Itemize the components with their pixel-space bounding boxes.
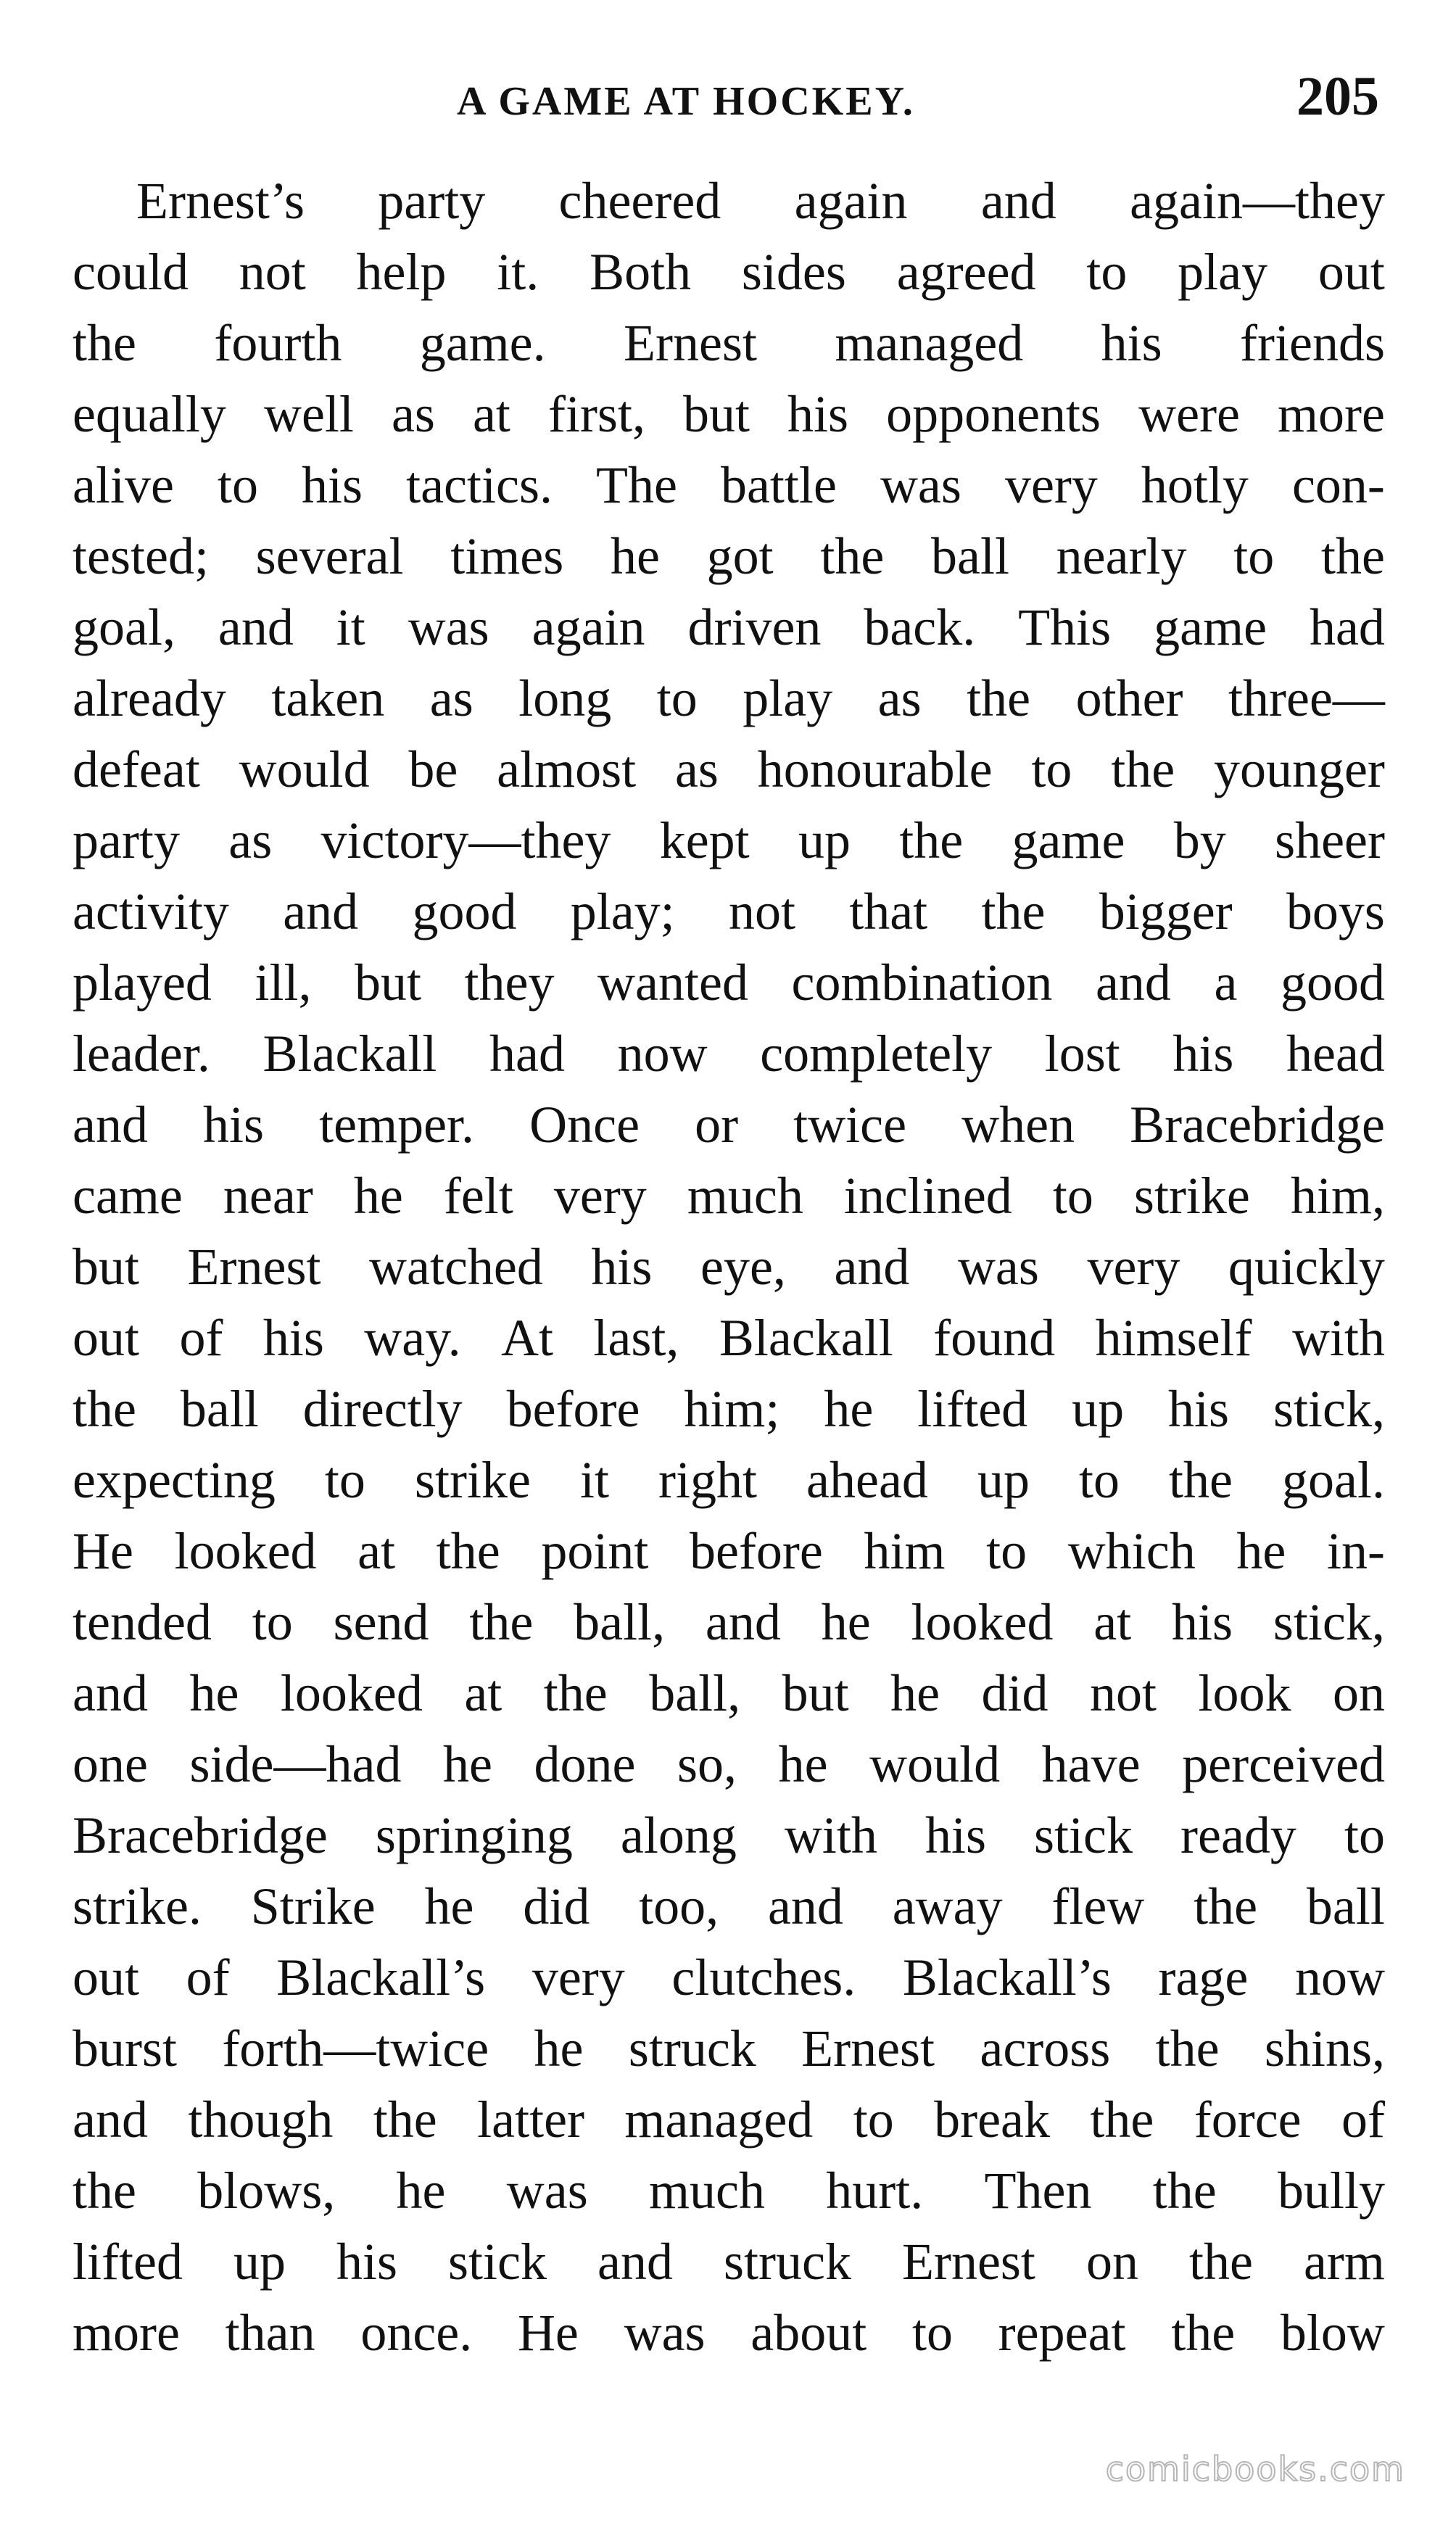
text-line: but Ernest watched his eye, and was very quickly (73, 1238, 1385, 1296)
text-line: leader. Blackall had now completely lost his head (73, 1025, 1385, 1083)
text-line: expecting to strike it right ahead up to the goal. (73, 1451, 1385, 1509)
text-line: the ball directly before him; he lifted up his stick, (73, 1380, 1385, 1438)
text-line: could not help it. Both sides agreed to play out (73, 243, 1385, 301)
running-title: A GAME AT HOCKEY. (457, 79, 915, 124)
text-line: burst forth—twice he struck Ernest across the shins, (73, 2019, 1385, 2077)
text-line: one side—had he done so, he would have perceived (73, 1735, 1385, 1793)
text-line: the fourth game. Ernest managed his friends (73, 314, 1385, 372)
text-line: alive to his tactics. The battle was very hotly con- (73, 456, 1385, 514)
text-line: strike. Strike he did too, and away flew the ball (73, 1877, 1385, 1935)
text-line: Bracebridge springing along with his stick ready to (73, 1806, 1385, 1864)
text-line: tended to send the ball, and he looked at his stick, (73, 1593, 1385, 1651)
text-line: came near he felt very much inclined to strike him, (73, 1167, 1385, 1225)
text-line: equally well as at first, but his opponents were more (73, 385, 1385, 443)
text-line: defeat would be almost as honourable to the younger (73, 740, 1385, 798)
page-number: 205 (1296, 66, 1379, 127)
text-line: He looked at the point before him to which he in- (73, 1522, 1385, 1580)
text-line: out of his way. At last, Blackall found himself with (73, 1309, 1385, 1367)
text-line: and though the latter managed to break the force of (73, 2091, 1385, 2149)
text-line: the blows, he was much hurt. Then the bully (73, 2162, 1385, 2220)
text-line: already taken as long to play as the other three— (73, 669, 1385, 727)
text-line: and he looked at the ball, but he did not look on (73, 1664, 1385, 1722)
text-line: and his temper. Once or twice when Bracebridge (73, 1096, 1385, 1154)
text-line: out of Blackall’s very clutches. Blackall’s rage now (73, 1948, 1385, 2006)
text-line: activity and good play; not that the bigger boys (73, 882, 1385, 940)
body-text (73, 165, 1385, 2368)
text-line: party as victory—they kept up the game by sheer (73, 811, 1385, 869)
running-header (73, 65, 1383, 131)
text-line: played ill, but they wanted combination and a good (73, 954, 1385, 1012)
watermark-text: comicbooks.com (1105, 2449, 1405, 2489)
text-line: lifted up his stick and struck Ernest on the arm (73, 2233, 1385, 2291)
text-line: Ernest’s party cheered again and again—they (136, 172, 1385, 230)
text-line: tested; several times he got the ball nearly to the (73, 527, 1385, 585)
text-line: goal, and it was again driven back. This game had (73, 598, 1385, 656)
text-line: more than once. He was about to repeat the blow (73, 2304, 1385, 2362)
